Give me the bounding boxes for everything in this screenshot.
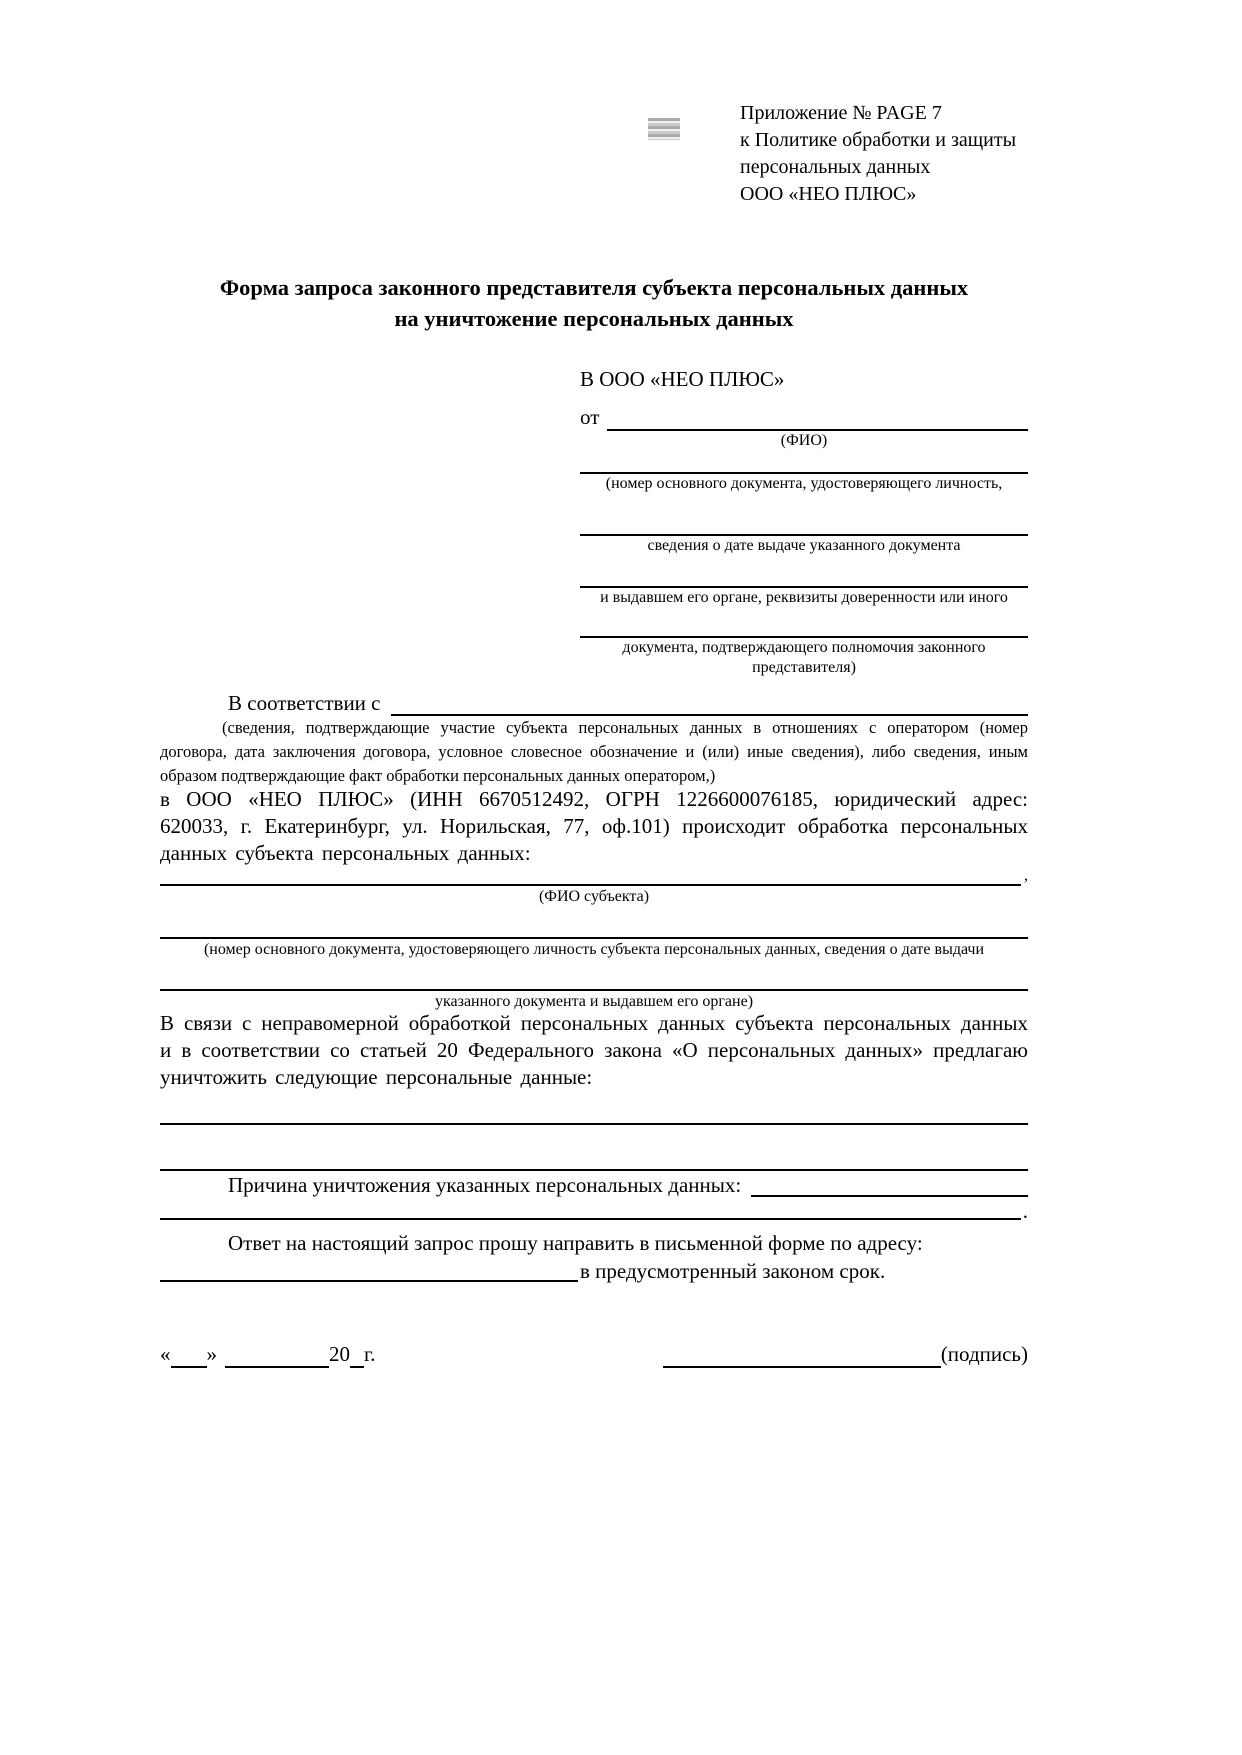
subject-line-comma: , bbox=[1024, 867, 1028, 884]
field-code-artifact-icon bbox=[648, 118, 680, 140]
representative-doc-blank-line-3[interactable] bbox=[580, 566, 1028, 588]
reason-section bbox=[160, 1173, 1028, 1197]
reply-section bbox=[160, 1230, 1028, 1282]
from-row bbox=[580, 401, 1028, 431]
form-title-line-1: Форма запроса законного представителя субъекта персональных данных bbox=[219, 275, 969, 300]
accordance-note: (сведения, подтверждающие участие субъекта персональных данных в отношениях с оператором (номер договора, дата заключения договора, условное словесное обозначение и (или) иные сведения), либо сведения, иным образом подтверждающие факт обработки персональных данных оператором,) bbox=[160, 718, 1028, 785]
representative-doc-blank-line-4[interactable] bbox=[580, 616, 1028, 638]
destroy-blank-line-1[interactable] bbox=[160, 1105, 1028, 1125]
year-blank-line[interactable] bbox=[350, 1340, 364, 1368]
caption-subject-doc-authority: указанного документа и выдавшем его органе) bbox=[434, 993, 754, 1010]
subject-blanks-section bbox=[160, 866, 1028, 1013]
header-line-appendix: Приложение № PAGE 7 bbox=[740, 102, 942, 124]
caption-fio: (ФИО) bbox=[780, 432, 828, 449]
appendix-header-block bbox=[740, 100, 1040, 208]
date-close-quote: » bbox=[206, 1342, 217, 1366]
reason-row bbox=[160, 1173, 1028, 1197]
operator-paragraph: в ООО «НЕО ПЛЮС» (ИНН 6670512492, ОГРН 1226600076185, юридический адрес: 620033, г. Екатеринбург, ул. Норильская, 77, оф.101) происходит обработка персональных данных субъекта персональных данных: bbox=[160, 787, 1028, 865]
accordance-row bbox=[160, 688, 1028, 716]
signature-blank-line[interactable] bbox=[663, 1340, 941, 1368]
caption-doc-powers: документа, подтверждающего полномочия законного представителя) bbox=[622, 639, 986, 676]
reason-line-period: . bbox=[1022, 1199, 1028, 1223]
year-suffix: г. bbox=[364, 1342, 376, 1366]
date-open-quote: « bbox=[160, 1342, 171, 1366]
header-line-company: ООО «НЕО ПЛЮС» bbox=[740, 183, 917, 205]
subject-doc-blank-line-1[interactable] bbox=[160, 919, 1028, 939]
from-label: от bbox=[580, 405, 600, 429]
unlawful-processing-paragraph: В связи с неправомерной обработкой персональных данных субъекта персональных данных и в соответствии со статьей 20 Федерального закона «О персональных данных» предлагаю уничтожить следующие персональные данные: bbox=[160, 1011, 1028, 1089]
day-blank-line[interactable] bbox=[171, 1340, 207, 1368]
reason-blank-line[interactable] bbox=[751, 1195, 1028, 1197]
reply-intro: Ответ на настоящий запрос прошу направить в письменной форме по адресу: bbox=[228, 1231, 923, 1255]
subject-doc-blank-line-2[interactable] bbox=[160, 971, 1028, 991]
reason-label: Причина уничтожения указанных персональных данных: bbox=[228, 1173, 742, 1197]
representative-doc-blank-line-2[interactable] bbox=[580, 514, 1028, 536]
destroy-blank-line-2[interactable] bbox=[160, 1151, 1028, 1171]
reply-suffix: в предусмотренный законом срок. bbox=[580, 1259, 886, 1283]
header-line-policy: к Политике обработки и защиты bbox=[740, 129, 1017, 151]
accordance-section bbox=[160, 688, 1028, 788]
reply-address-row bbox=[160, 1259, 1028, 1283]
accordance-label: В соответствии с bbox=[228, 691, 381, 715]
footer-row bbox=[160, 1338, 1028, 1368]
signature-caption: (подпись) bbox=[940, 1342, 1028, 1366]
form-title bbox=[160, 272, 1028, 334]
signature-group bbox=[663, 1338, 1028, 1368]
date-group bbox=[160, 1338, 376, 1368]
representative-doc-blank-line-1[interactable] bbox=[580, 452, 1028, 474]
reason-continuation-row bbox=[160, 1199, 1028, 1223]
caption-subject-doc: (номер основного документа, удостоверяющего личность субъекта персональных данных, сведения о дате выдачи bbox=[203, 941, 985, 958]
caption-doc-number: (номер основного документа, удостоверяющего личность, bbox=[605, 475, 1003, 492]
caption-doc-authority: и выдавшем его органе, реквизиты доверенности или иного bbox=[600, 589, 1008, 606]
addressee-block bbox=[580, 365, 1028, 678]
reason-continuation-section bbox=[160, 1199, 1028, 1223]
caption-subject-fio: (ФИО субъекта) bbox=[538, 888, 650, 905]
year-prefix: 20 bbox=[329, 1342, 350, 1366]
reason-continuation-blank-line[interactable] bbox=[160, 1218, 1021, 1220]
addressee-to: В ООО «НЕО ПЛЮС» bbox=[580, 367, 785, 391]
header-line-personal-data: персональных данных bbox=[740, 156, 931, 178]
data-to-destroy-section bbox=[160, 1105, 1028, 1171]
form-title-line-2: на уничтожение персональных данных bbox=[394, 306, 794, 331]
caption-doc-issue-date: сведения о дате выдаче указанного документа bbox=[647, 537, 961, 554]
reply-address-blank-line[interactable] bbox=[160, 1280, 578, 1282]
subject-fio-row bbox=[160, 866, 1028, 886]
month-blank-line[interactable] bbox=[225, 1340, 329, 1368]
